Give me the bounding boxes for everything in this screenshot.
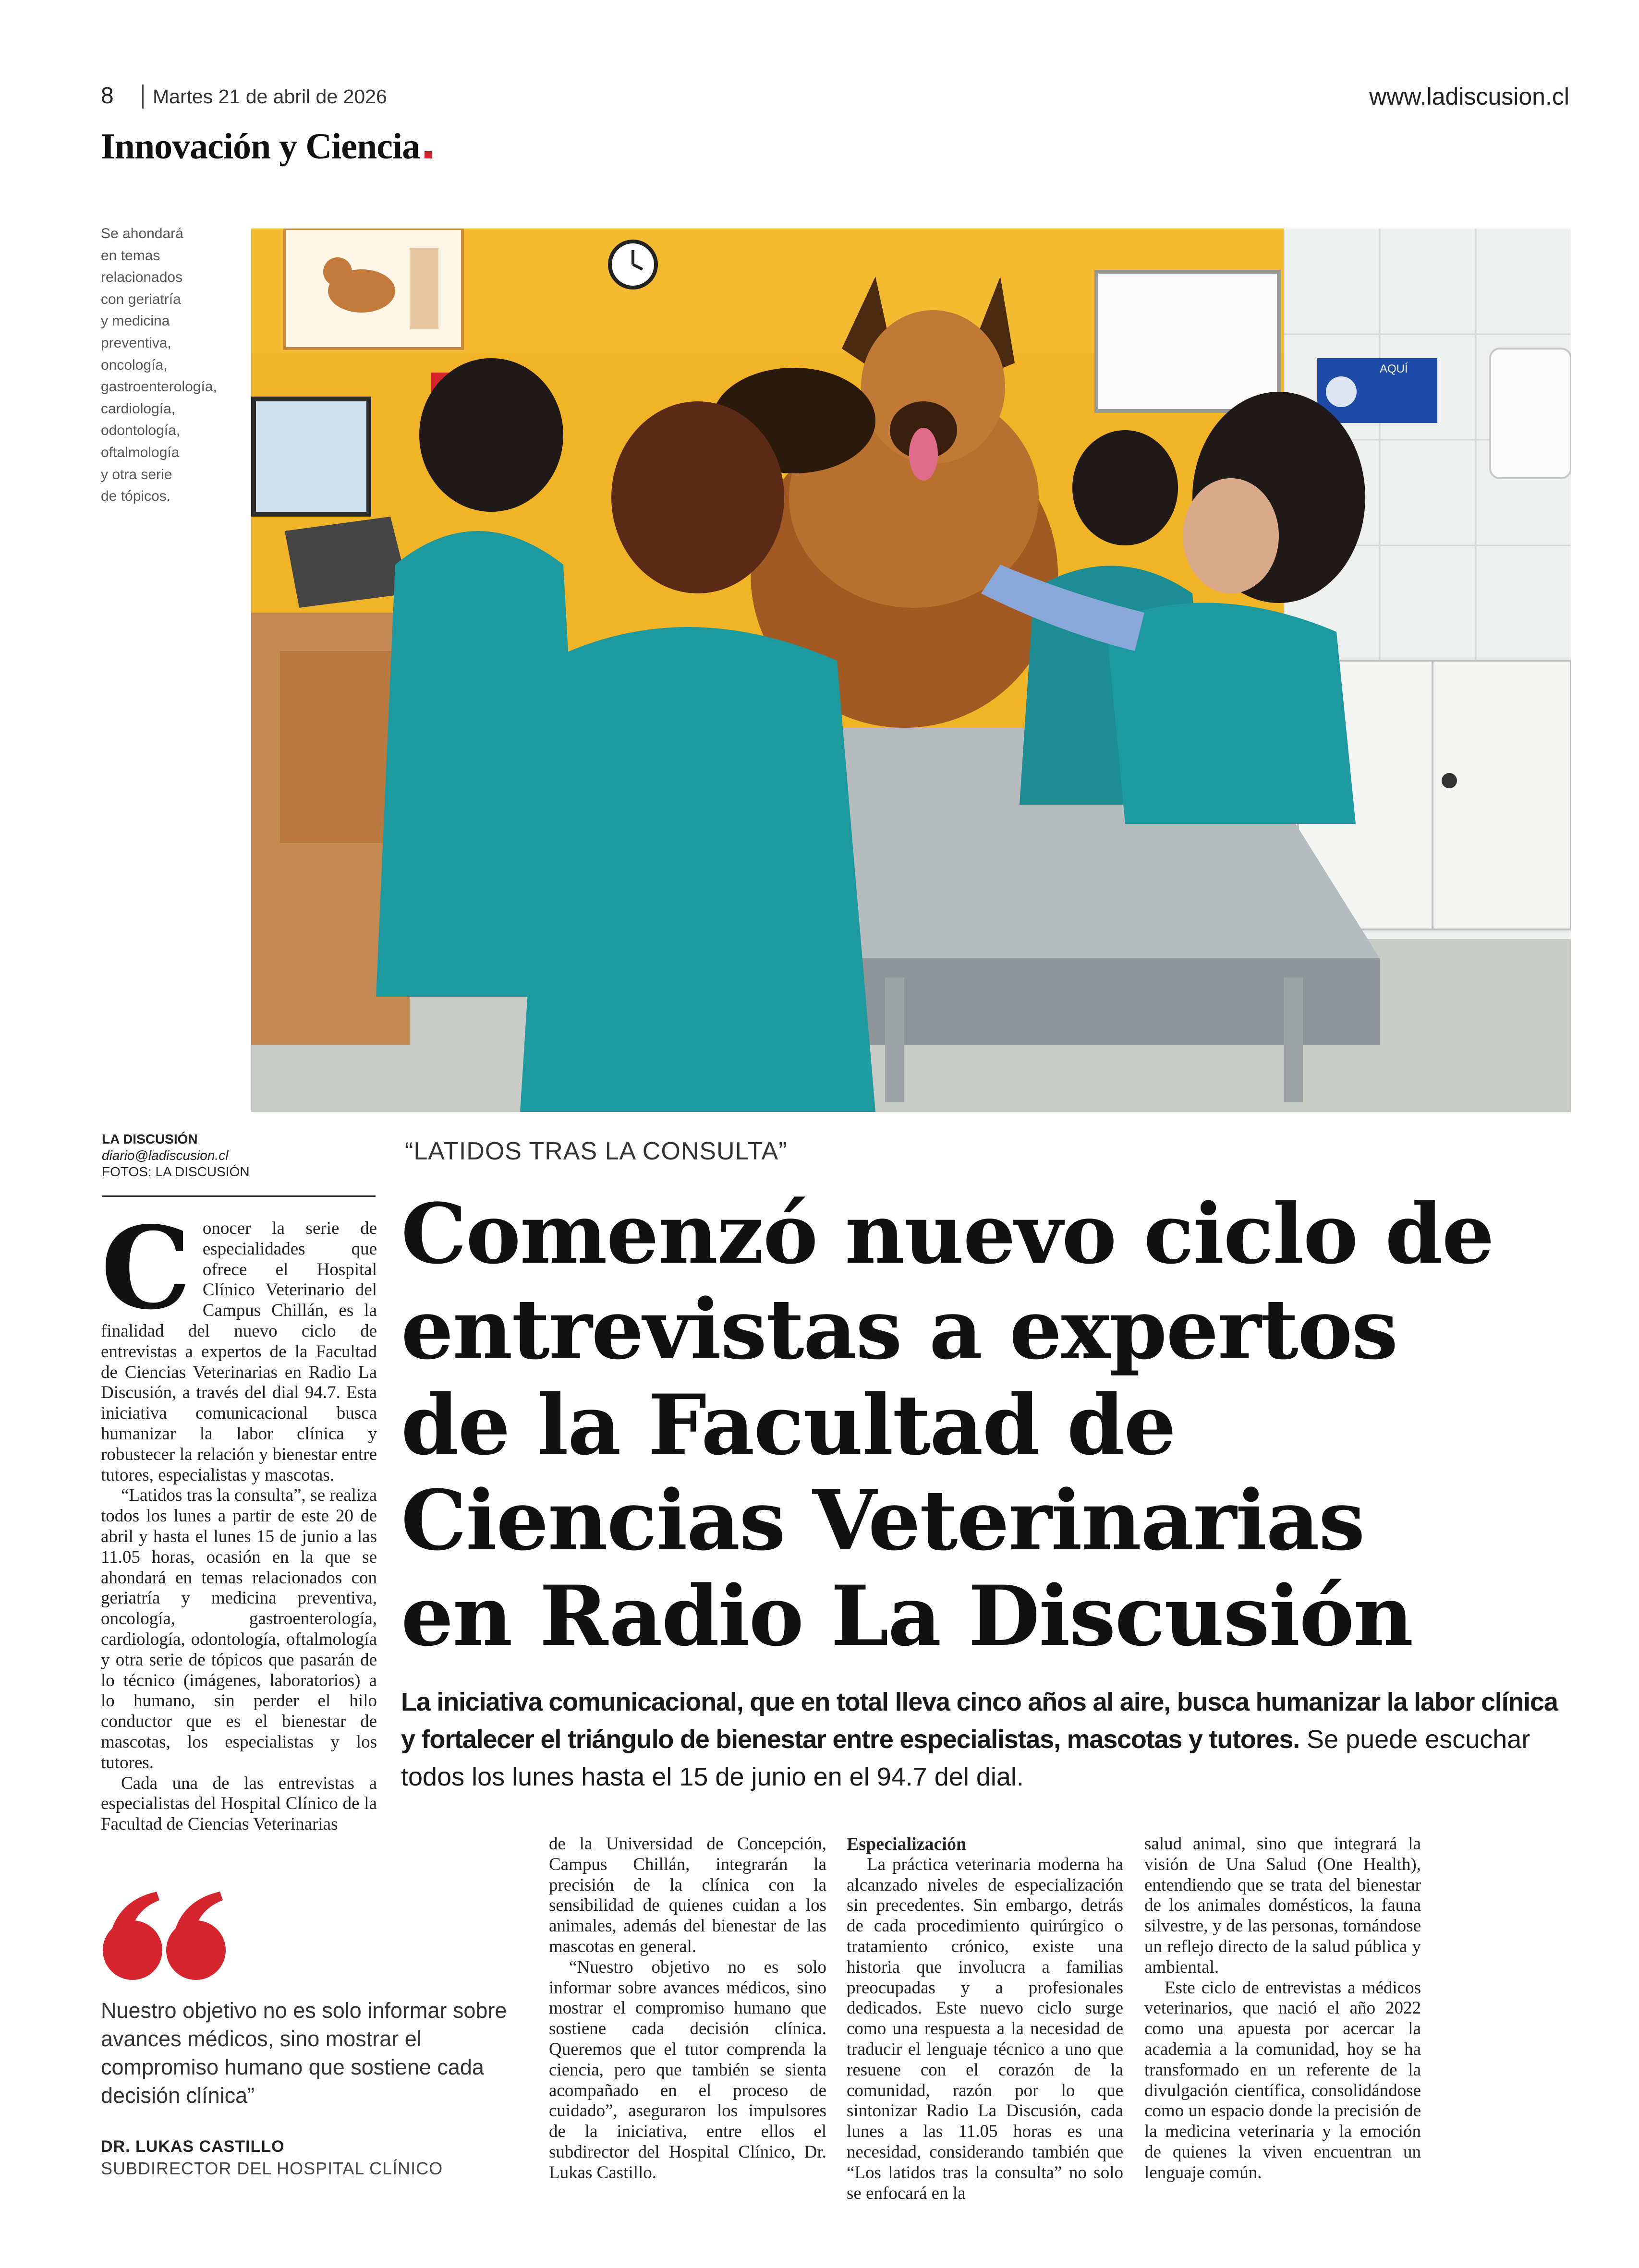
caption-line: y medicina bbox=[101, 313, 170, 329]
paragraph: salud animal, sino que integrará la visión de Una Salud (One Health), entendiendo que se trata del bienestar de los animales domésticos, la fauna silvestre, y de las personas, tornándose un reflejo directo de la salud pública y ambiental. bbox=[1144, 1834, 1421, 1977]
pull-quote-text: Nuestro objetivo no es solo informar sobre avances médicos, sino mostrar el compromiso humano que sostiene cada decisión clínica” bbox=[101, 1998, 507, 2108]
caption-line: con geriatría bbox=[101, 291, 181, 307]
paragraph: La práctica veterinaria moderna ha alcanzado niveles de especialización sin precedentes. Sin embargo, detrás de cada procedimiento quirúrgico o tratamiento crónico, existe una historia que involucra a familias preocupadas y a profesionales dedicados. Este nuevo ciclo surge como una respuesta a la necesidad de traducir el lenguaje técnico a uno que resuene con el corazón de la comunidad, razón por lo que sintonizar Radio La Discusión, cada lunes a las 11.05 horas es una necesidad, considerando también que “Los latidos tras la consulta” no solo se enfocará en la bbox=[847, 1854, 1123, 2203]
caption-line: de tópicos. bbox=[101, 488, 171, 505]
website-url[interactable]: www.ladiscusion.cl bbox=[1369, 83, 1569, 110]
photo-sign-text: AQUÍ bbox=[1380, 362, 1408, 375]
byline-divider bbox=[102, 1195, 376, 1197]
pull-quote-role: SUBDIRECTOR DEL HOSPITAL CLÍNICO bbox=[101, 2159, 443, 2178]
article-headline bbox=[401, 1186, 1592, 1664]
headline-line: en Radio La Discusión bbox=[401, 1567, 1413, 1665]
subheading: Especialización bbox=[847, 1834, 967, 1854]
caption-line: relacionados bbox=[101, 269, 183, 286]
caption-line: gastroenterología, bbox=[101, 379, 217, 395]
caption-line: cardiología, bbox=[101, 400, 176, 417]
paragraph: “Nuestro objetivo no es solo informar sobre avances médicos, sino mostrar el compromiso humano que sostiene cada decisión clínica. Queremos que el tutor comprenda la ciencia, pero que también se sienta acompañado en el proceso de cuidado”, aseguraron los impulsores de la iniciativa, entre ellos el subdirector del Hospital Clínico, Dr. Lukas Castillo. bbox=[549, 1957, 826, 2183]
caption-line: y otra serie bbox=[101, 466, 172, 483]
body-column-2 bbox=[549, 1834, 826, 2184]
paragraph bbox=[101, 1201, 377, 1485]
headline-line: entrevistas a expertos bbox=[401, 1280, 1397, 1378]
caption-line: oftalmología bbox=[101, 444, 180, 460]
section-title-text: Innovación y Ciencia bbox=[101, 126, 420, 167]
caption-line: preventiva, bbox=[101, 335, 171, 351]
headline-line: de la Facultad de bbox=[401, 1376, 1176, 1473]
quote-mark-icon bbox=[100, 1887, 230, 1983]
body-column-1 bbox=[101, 1201, 377, 1835]
paragraph-text: onocer la serie de especialidades que ofrece el Hospital Clínico Veterinario del Campus Chillán, es la finalidad del nuevo ciclo de entrevistas a expertos de la Facultad de Ciencias Veterinarias en Radio La Discusión, a través del dial 94.7. Esta iniciativa comunicacional busca humanizar la labor clínica y robustecer la relación y bienestar entre tutores, especialistas y mascotas. bbox=[101, 1218, 377, 1485]
headline-line: Comenzó nuevo ciclo de bbox=[401, 1185, 1493, 1282]
paragraph: “Latidos tras la consulta”, se realiza todos los lunes a partir de este 20 de abril y hasta el lunes 15 de junio a las 11.05 horas, ocasión en la que se ahondará en temas relacionados con geriatría y medicina preventiva, oncología, gastroenterología, cardiología, odontología, oftalmología y otra serie de tópicos que pasarán de lo técnico (imágenes, laboratorios) a lo humano, sin perder el hilo conductor que es el bienestar de mascotas, los especialistas y los tutores. bbox=[101, 1485, 377, 1773]
paragraph: Este ciclo de entrevistas a médicos veterinarios, que nació el año 2022 como una apuesta por acercar la academia a la comunidad, hoy se ha transformado en un referente de la divulgación científica, consolidándose como un espacio donde la precisión de la medicina veterinaria y la emoción de quienes la viven encuentran un lenguaje común. bbox=[1144, 1978, 1421, 2183]
photo-caption bbox=[101, 223, 245, 507]
byline-email[interactable]: diario@ladiscusion.cl bbox=[102, 1148, 229, 1163]
caption-line: en temas bbox=[101, 247, 160, 264]
deck-bold: La iniciativa comunicacional, que en total lleva cinco años al aire, busca humanizar la labor clínica y fortalecer el triángulo de bienestar entre especialistas, mascotas y tutores. bbox=[401, 1688, 1558, 1754]
section-red-dot bbox=[425, 151, 432, 158]
vet-clinic-illustration bbox=[251, 229, 1571, 1112]
header-separator bbox=[142, 84, 144, 109]
article-deck bbox=[401, 1683, 1573, 1796]
publication-date: Martes 21 de abril de 2026 bbox=[153, 85, 387, 108]
caption-line: odontología, bbox=[101, 422, 181, 439]
main-photo bbox=[251, 229, 1571, 1112]
article-kicker: “LATIDOS TRAS LA CONSULTA” bbox=[405, 1137, 788, 1165]
paragraph: Cada una de las entrevistas a especialistas del Hospital Clínico de la Facultad de Ciencias Veterinarias bbox=[101, 1773, 377, 1834]
headline-line: Ciencias Veterinarias bbox=[401, 1472, 1364, 1569]
drop-cap: C bbox=[101, 1201, 191, 1335]
caption-line: Se ahondará bbox=[101, 226, 183, 241]
pull-quote-author: DR. LUKAS CASTILLO bbox=[101, 2137, 285, 2156]
caption-line: oncología, bbox=[101, 357, 168, 373]
byline-source: LA DISCUSIÓN bbox=[102, 1132, 198, 1146]
byline-photos: FOTOS: LA DISCUSIÓN bbox=[102, 1164, 250, 1179]
page-number: 8 bbox=[101, 83, 114, 109]
byline bbox=[102, 1131, 371, 1180]
paragraph: de la Universidad de Concepción, Campus Chillán, integrarán la precisión de la clínica con la sensibilidad de quienes cuidan a los animales, además del bienestar de las mascotas en general. bbox=[549, 1834, 826, 1956]
body-column-3 bbox=[847, 1834, 1123, 2204]
section-title bbox=[101, 126, 432, 168]
body-column-4 bbox=[1144, 1834, 1421, 2184]
deck-regular: Se puede escuchar todos los lunes hasta el 15 de junio en el 94.7 del dial. bbox=[401, 1725, 1530, 1791]
